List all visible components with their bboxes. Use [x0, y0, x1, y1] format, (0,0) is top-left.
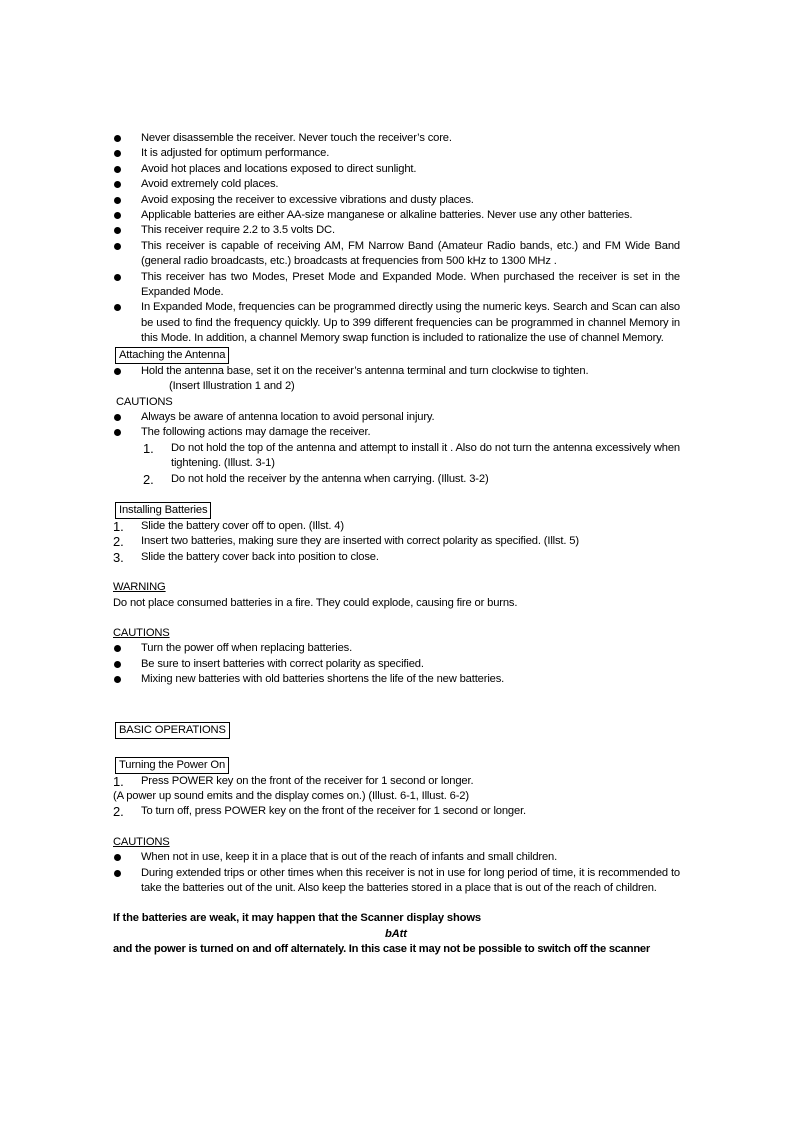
numbered-item: [113, 774, 680, 789]
list-item: Mixing new batteries with old batteries shortens the life of the new batteries.: [113, 672, 680, 687]
list-item: In Expanded Mode, frequencies can be programmed directly using the numeric keys. Search and Scan can also be used to find the frequency quickly. Up to 399 different frequencies can be programmed in channel Memory in this Mode. In addition, a channel Memory swap function is included to rationalize the use of channel Memory.: [113, 300, 680, 346]
section-heading-antenna: Attaching the Antenna: [115, 347, 229, 364]
item-text: Slide the battery cover back into position to close.: [141, 550, 379, 563]
list-item: This receiver is capable of receiving AM, FM Narrow Band (Amateur Radio bands, etc.) and FM Wide Band (general radio broadcasts, etc.) broadcasts at frequencies from 500 kHz to 1300 MHz .: [113, 239, 680, 270]
numbered-item: [113, 441, 680, 472]
item-number: 1.: [113, 773, 124, 789]
list-item: Always be aware of antenna location to avoid personal injury.: [113, 410, 680, 425]
insert-note: (Insert Illustration 1 and 2): [169, 380, 295, 393]
list-item: Avoid exposing the receiver to excessive vibrations and dusty places.: [113, 193, 680, 208]
manual-page: [113, 131, 680, 958]
list-item: This receiver require 2.2 to 3.5 volts DC.: [113, 223, 680, 238]
warning-text: Do not place consumed batteries in a fire. They could explode, causing fire or burns.: [113, 596, 518, 609]
numbered-item: [113, 550, 680, 565]
list-item: Avoid extremely cold places.: [113, 177, 680, 192]
power-up-note: (A power up sound emits and the display comes on.) (Illust. 6-1, Illust. 6-2): [113, 790, 469, 802]
item-text: Do not hold the top of the antenna and attempt to install it . Also do not turn the antenna excessively when tightening. (Illust. 3-1): [171, 441, 680, 470]
numbered-item: [113, 519, 680, 534]
list-item: Never disassemble the receiver. Never touch the receiver’s core.: [113, 131, 680, 146]
item-text: Slide the battery cover off to open. (Illst. 4): [141, 519, 344, 532]
list-item: Avoid hot places and locations exposed to direct sunlight.: [113, 162, 680, 177]
list-item: When not in use, keep it in a place that is out of the reach of infants and small children.: [113, 850, 680, 865]
numbered-item: [113, 804, 680, 819]
warning-label: WARNING: [113, 581, 166, 594]
numbered-item: [113, 472, 680, 487]
list-item: Turn the power off when replacing batteries.: [113, 641, 680, 656]
numbered-item: [113, 534, 680, 549]
item-number: 1.: [143, 440, 154, 456]
list-item: It is adjusted for optimum performance.: [113, 146, 680, 161]
item-number: 1.: [113, 518, 124, 534]
section-heading-power-on: Turning the Power On: [115, 757, 229, 774]
section-heading-batteries: Installing Batteries: [115, 502, 211, 519]
item-number: 2.: [143, 471, 154, 487]
item-text: Insert two batteries, making sure they are inserted with correct polarity as specified. (Illst. 5): [141, 535, 579, 548]
list-item: This receiver has two Modes, Preset Mode and Expanded Mode. When purchased the receiver is set in the Expanded Mode.: [113, 270, 680, 301]
list-item: During extended trips or other times when this receiver is not in use for long period of time, it is recommended to take the batteries out of the unit. Also keep the batteries stored in a place that is out of the reach of children.: [113, 866, 680, 897]
item-text: Do not hold the receiver by the antenna when carrying. (Illust. 3-2): [171, 472, 489, 485]
cautions-label: CAUTIONS: [113, 626, 170, 639]
cautions-label: CAUTIONS: [116, 395, 173, 408]
weak-battery-text: If the batteries are weak, it may happen that the Scanner display shows: [113, 912, 481, 925]
item-number: 2.: [113, 534, 124, 550]
item-text: To turn off, press POWER key on the front of the receiver for 1 second or longer.: [141, 805, 526, 818]
list-item: Hold the antenna base, set it on the receiver’s antenna terminal and turn clockwise to tighten.: [113, 364, 680, 379]
item-number: 3.: [113, 549, 124, 565]
item-number: 2.: [113, 804, 124, 820]
cautions-label: CAUTIONS: [113, 835, 170, 848]
list-item: Applicable batteries are either AA-size manganese or alkaline batteries. Never use any other batteries.: [113, 208, 680, 223]
weak-battery-text-cont: and the power is turned on and off alternately. In this case it may not be possible to switch off the scanner: [113, 943, 650, 956]
list-item: The following actions may damage the receiver.: [113, 425, 680, 440]
item-text: Press POWER key on the front of the receiver for 1 second or longer.: [141, 774, 474, 787]
intro-bullet-list: [113, 131, 680, 347]
batt-display-text: bAtt: [385, 927, 407, 940]
list-item: Be sure to insert batteries with correct polarity as specified.: [113, 657, 680, 672]
section-heading-basic-operations: BASIC OPERATIONS: [115, 722, 230, 739]
